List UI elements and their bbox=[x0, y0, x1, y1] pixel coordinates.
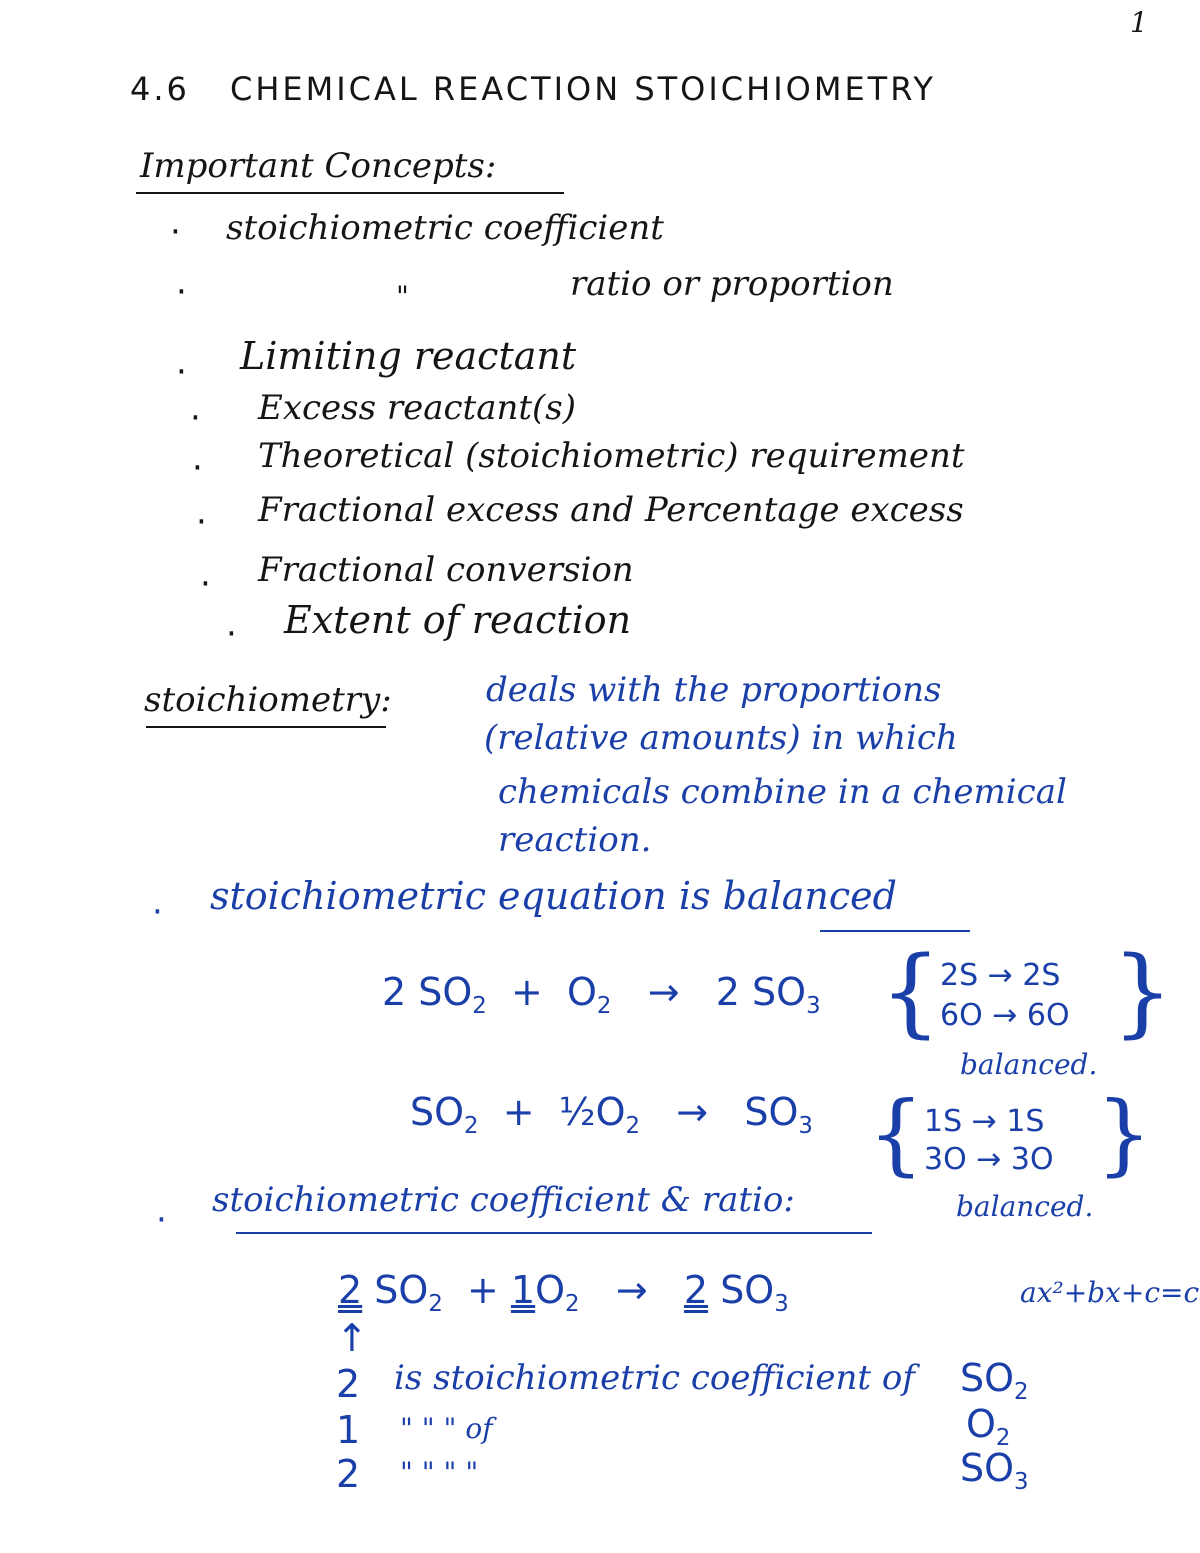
coef-species: $O_2$ bbox=[966, 1402, 1011, 1451]
concepts-heading: Important Concepts: bbox=[140, 146, 497, 186]
balanced-label: balanced. bbox=[960, 1048, 1098, 1081]
species: 2 SO bbox=[715, 970, 807, 1014]
right-brace: } bbox=[1112, 936, 1174, 1048]
concept-item: Limiting reactant bbox=[240, 334, 577, 378]
bullet: · bbox=[226, 614, 237, 654]
atom-check: 2S → 2S bbox=[940, 958, 1061, 993]
atom-check: 3O → 3O bbox=[924, 1142, 1054, 1177]
bullet: · bbox=[176, 352, 187, 392]
coef-number: 1 bbox=[336, 1408, 361, 1452]
section-title: CHEMICAL REACTION STOICHIOMETRY bbox=[230, 70, 936, 108]
atom-check: 1S → 1S bbox=[924, 1104, 1045, 1139]
coef-description: " " " of bbox=[400, 1412, 493, 1445]
concept-item: Excess reactant(s) bbox=[258, 388, 577, 428]
concept-item: ratio or proportion bbox=[570, 264, 894, 304]
reaction-arrow: → bbox=[615, 1268, 648, 1312]
species: O bbox=[535, 1268, 566, 1312]
bullet: · bbox=[156, 1200, 167, 1240]
species: SO bbox=[720, 1268, 775, 1312]
right-brace: } bbox=[1096, 1082, 1152, 1185]
coefficient: 2 bbox=[683, 1268, 709, 1312]
left-brace: { bbox=[880, 936, 942, 1048]
concepts-heading-underline bbox=[136, 192, 564, 194]
coef-species: $SO_2$ bbox=[960, 1356, 1029, 1405]
bullet: · bbox=[152, 892, 163, 932]
coef-heading-underline bbox=[236, 1232, 872, 1234]
equation-3: 2 $SO_2 + 1O_2$ → 2 $SO_3$ bbox=[338, 1268, 789, 1317]
species: SO bbox=[374, 1268, 429, 1312]
bullet: · bbox=[196, 502, 207, 542]
bullet: · bbox=[190, 398, 201, 438]
species: 2 SO bbox=[382, 970, 473, 1014]
balanced-intro: stoichiometric equation is balanced bbox=[210, 874, 897, 918]
left-brace: { bbox=[868, 1082, 924, 1185]
species: SO bbox=[410, 1090, 465, 1134]
up-arrow: ↑ bbox=[336, 1316, 368, 1360]
definition-term-underline bbox=[146, 726, 386, 728]
definition-line: (relative amounts) in which bbox=[484, 718, 958, 758]
bullet: · bbox=[200, 564, 211, 604]
definition-term: stoichiometry: bbox=[144, 680, 392, 720]
coef-species: $SO_3$ bbox=[960, 1446, 1029, 1495]
coef-description: " " " " bbox=[400, 1456, 479, 1489]
concept-item: Fractional excess and Percentage excess bbox=[258, 490, 964, 530]
section-number: 4.6 bbox=[130, 70, 190, 108]
species: SO bbox=[744, 1090, 799, 1134]
coefficient: 2 bbox=[338, 1268, 363, 1312]
definition-line: chemicals combine in a chemical bbox=[498, 772, 1067, 812]
balanced-underline bbox=[820, 930, 970, 932]
concept-item: Theoretical (stoichiometric) requirement bbox=[258, 436, 965, 476]
coef-description: is stoichiometric coefficient of bbox=[394, 1358, 915, 1398]
equation-2: $SO_2$ + $\frac{1}{2}O_2$ → $SO_3$ bbox=[410, 1090, 813, 1139]
ditto-mark: " bbox=[396, 280, 409, 313]
coef-number: 2 bbox=[336, 1362, 361, 1406]
side-note: ax²+bx+c=c bbox=[1020, 1276, 1200, 1309]
atom-check: 6O → 6O bbox=[940, 998, 1070, 1033]
concept-item: stoichiometric coefficient bbox=[226, 208, 664, 248]
bullet: · bbox=[192, 448, 203, 488]
concept-item: Fractional conversion bbox=[258, 550, 634, 590]
coef-heading: stoichiometric coefficient & ratio: bbox=[212, 1180, 795, 1220]
reaction-arrow: → bbox=[647, 970, 680, 1014]
bullet: · bbox=[170, 212, 181, 252]
species: O bbox=[595, 1090, 626, 1134]
coefficient: 1 bbox=[510, 1268, 536, 1312]
species: O bbox=[567, 970, 597, 1014]
concept-item: Extent of reaction bbox=[284, 598, 632, 642]
equation-1: 2 $SO_2 + O_2$ → 2 $SO_3$ bbox=[382, 970, 821, 1019]
reaction-arrow: → bbox=[676, 1090, 709, 1134]
balanced-label: balanced. bbox=[956, 1190, 1094, 1223]
definition-line: deals with the proportions bbox=[486, 670, 942, 710]
page-number: 1 bbox=[1130, 6, 1148, 39]
coef-number: 2 bbox=[336, 1452, 361, 1496]
bullet: · bbox=[176, 272, 187, 312]
fraction: ½ bbox=[558, 1090, 596, 1134]
definition-line: reaction. bbox=[498, 820, 652, 860]
